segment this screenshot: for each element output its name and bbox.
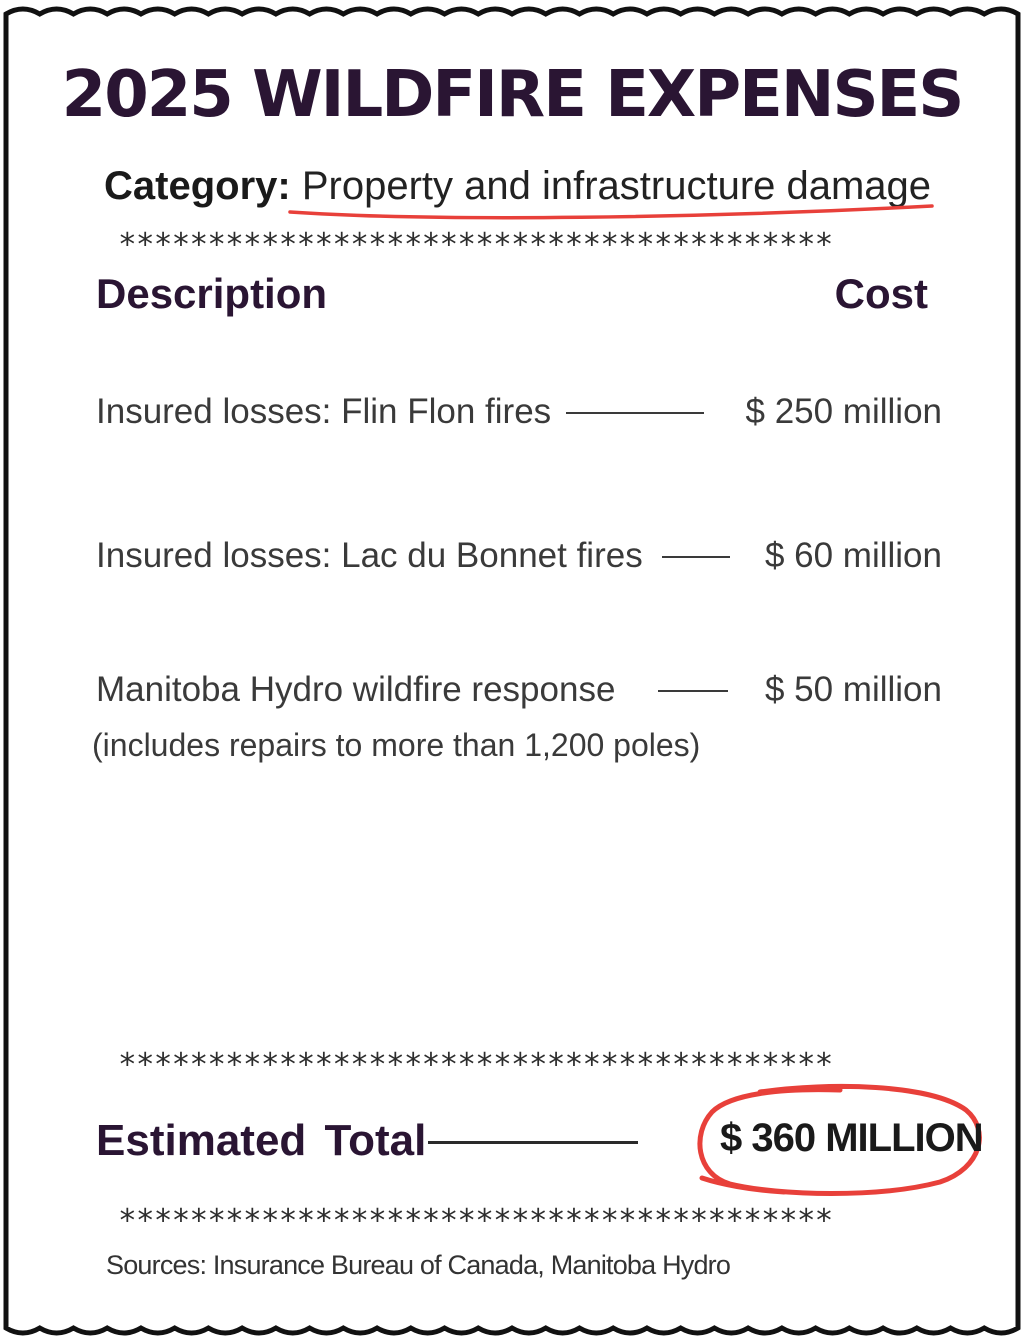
item-description: Insured losses: Lac du Bonnet fires — [96, 536, 643, 575]
separator-bottom: **************************************** — [118, 1204, 833, 1238]
separator-top: **************************************** — [118, 228, 833, 262]
item-description: Manitoba Hydro wildfire response — [96, 670, 616, 709]
item-note: (includes repairs to more than 1,200 poles) — [92, 727, 701, 763]
item-cost: $ 250 million — [745, 392, 942, 431]
sources-note: Sources: Insurance Bureau of Canada, Manitoba Hydro — [106, 1250, 731, 1280]
item-leader-line — [662, 556, 730, 558]
category-underline — [286, 196, 936, 222]
page-title: 2025 WILDFIRE EXPENSES — [61, 58, 963, 132]
total-value: $ 360 MILLION — [720, 1116, 983, 1160]
category-value: Property and infrastructure damage — [301, 164, 932, 208]
item-cost: $ 60 million — [764, 536, 942, 575]
item-cost: $ 50 million — [764, 670, 942, 709]
separator-middle: **************************************** — [118, 1048, 833, 1082]
total-leader-line — [428, 1141, 638, 1144]
category-label: Category: — [104, 164, 291, 208]
description-header: Description — [96, 270, 328, 317]
item-description: Insured losses: Flin Flon fires — [96, 392, 552, 431]
item-leader-line — [658, 690, 728, 692]
total-label: Estimated Total — [96, 1116, 427, 1165]
item-leader-line — [566, 412, 704, 414]
cost-header: Cost — [834, 270, 928, 317]
